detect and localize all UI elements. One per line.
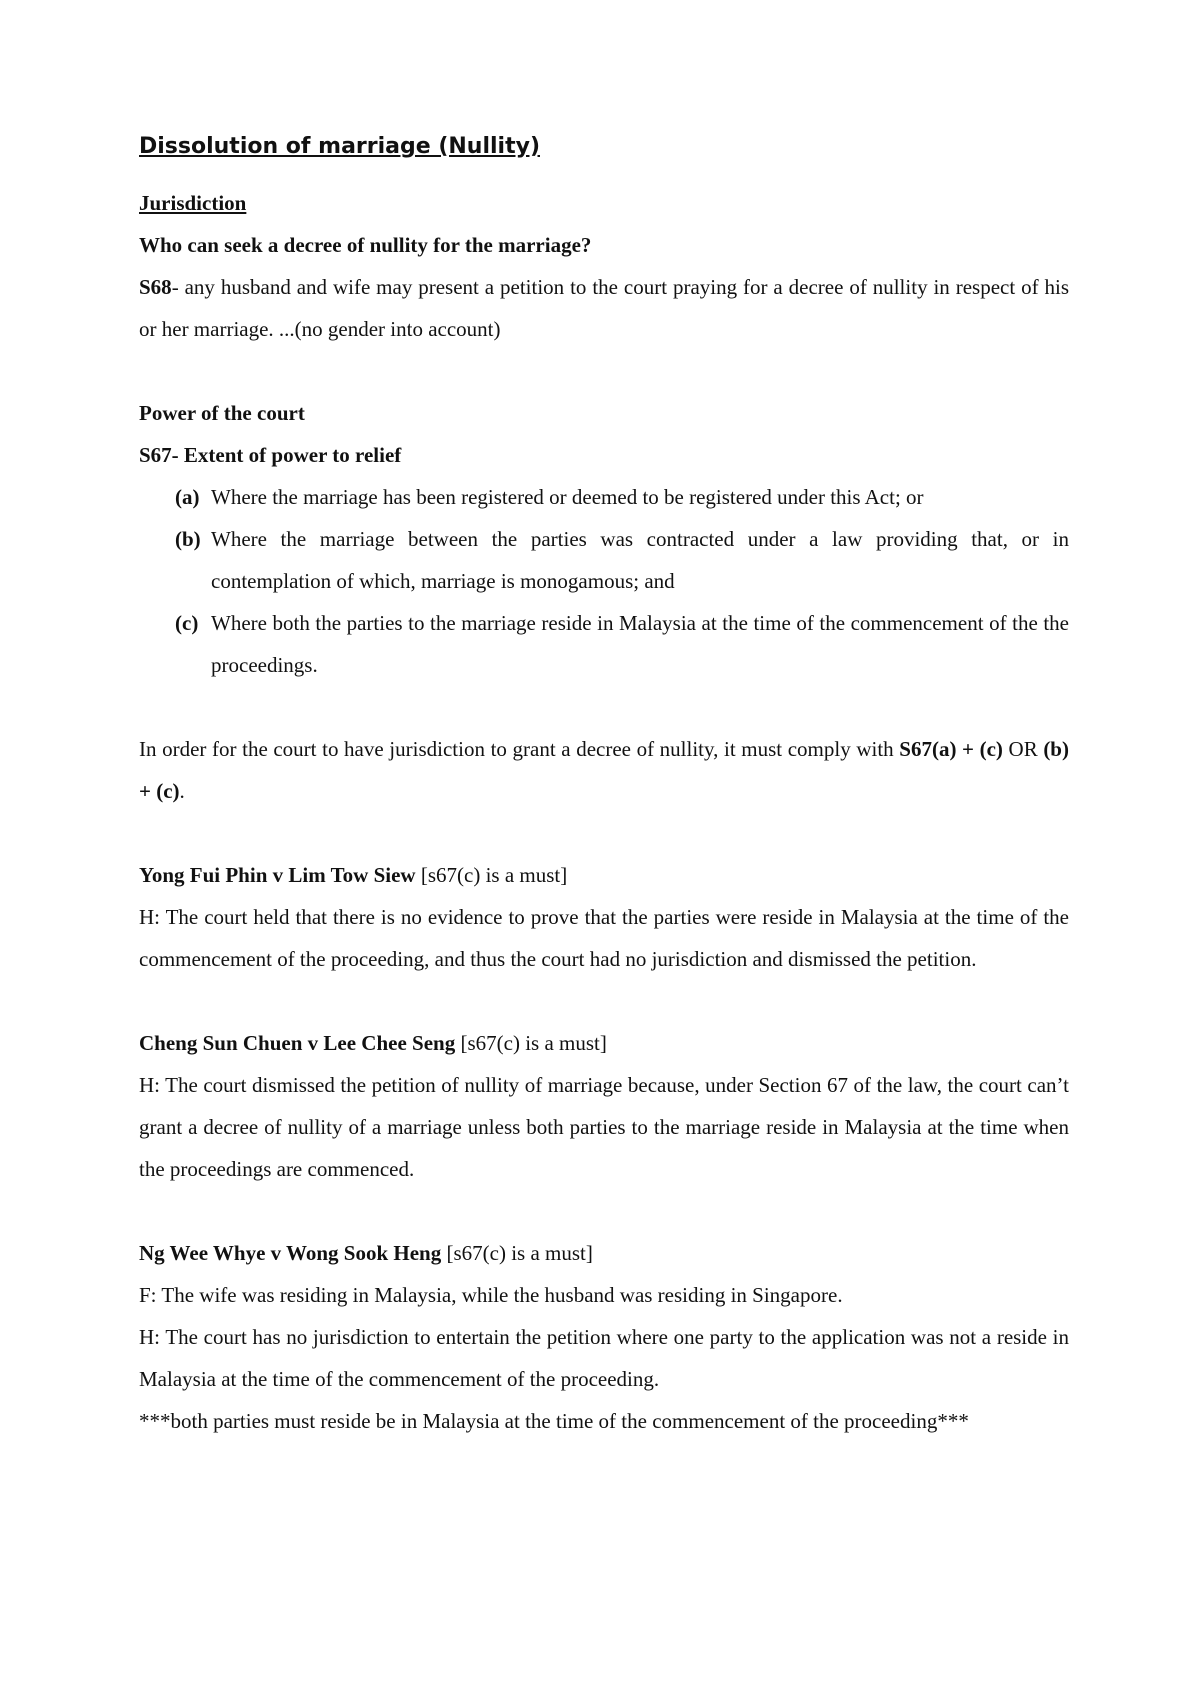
case-name: Yong Fui Phin v Lim Tow Siew [139, 863, 416, 887]
list-item [139, 602, 1069, 686]
power-heading: Power of the court [139, 401, 305, 425]
s68-text: - any husband and wife may present a petition to the court praying for a decree of nullity in respect of his or her marriage. ...(no gender into account) [139, 275, 1069, 341]
case-name: Cheng Sun Chuen v Lee Chee Seng [139, 1031, 456, 1055]
document-title: Dissolution of marriage (Nullity) [139, 134, 540, 159]
summary-end: . [179, 779, 185, 803]
case-note: [s67(c) is a must] [415, 863, 568, 887]
s68-ref: S68 [139, 275, 172, 299]
jurisdiction-heading: Jurisdiction [139, 191, 247, 215]
case-holding: H: The court has no jurisdiction to entertain the petition where one party to the application was not a reside in Malaysia at the time of the commencement of the proceeding. [139, 1325, 1069, 1391]
list-marker: (c) [175, 611, 199, 635]
s68-paragraph [139, 266, 1069, 350]
list-marker: (b) [175, 527, 201, 551]
case-facts: F: The wife was residing in Malaysia, while the husband was residing in Singapore. [139, 1283, 843, 1307]
list-marker: (a) [175, 485, 200, 509]
case-emphasis: ***both parties must reside be in Malaysia at the time of the commencement of the proceeding*** [139, 1409, 969, 1433]
case-title [139, 1022, 1069, 1064]
case-note: [s67(c) is a must] [441, 1241, 593, 1265]
summary-rule-b: (b) + (c) [139, 737, 1069, 803]
summary-paragraph [139, 728, 1069, 812]
case-holding: H: The court dismissed the petition of nullity of marriage because, under Section 67 of the law, the court can’t grant a decree of nullity of a marriage unless both parties to the marriage reside in Malaysia at the time when the proceedings are commenced. [139, 1073, 1069, 1181]
jurisdiction-question: Who can seek a decree of nullity for the marriage? [139, 233, 592, 257]
case-title [139, 854, 1069, 896]
list-item-text: Where the marriage between the parties was contracted under a law providing that, or in contemplation of which, marriage is monogamous; and [211, 527, 1069, 593]
list-item-text: Where the marriage has been registered or deemed to be registered under this Act; or [211, 485, 924, 509]
summary-rule-a: S67(a) + (c) [899, 737, 1003, 761]
case-note: [s67(c) is a must] [455, 1031, 607, 1055]
summary-text: In order for the court to have jurisdiction to grant a decree of nullity, it must comply with [139, 737, 894, 761]
s67-list [139, 476, 1069, 686]
case-holding: H: The court held that there is no evidence to prove that the parties were reside in Malaysia at the time of the commencement of the proceeding, and thus the court had no jurisdiction and dismissed the petition. [139, 905, 1069, 971]
summary-or: OR [1002, 737, 1044, 761]
list-item [139, 476, 1069, 518]
list-item [139, 518, 1069, 602]
case-name: Ng Wee Whye v Wong Sook Heng [139, 1241, 442, 1265]
list-item-text: Where both the parties to the marriage reside in Malaysia at the time of the commencement of the the proceedings. [211, 611, 1069, 677]
s67-heading: S67- Extent of power to relief [139, 443, 402, 467]
document-page [139, 130, 1069, 1442]
case-title [139, 1232, 1069, 1274]
